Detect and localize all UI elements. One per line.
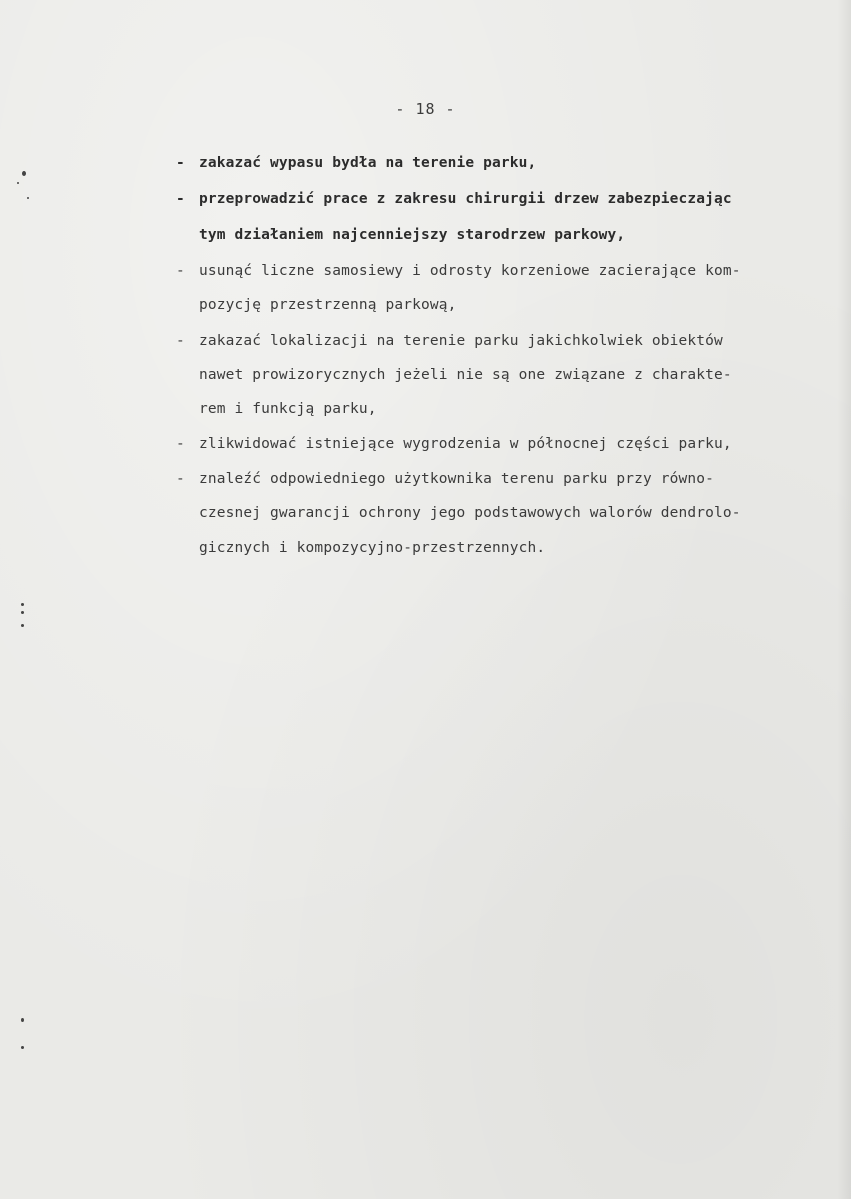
line-text: pozycję przestrzenną parkową, bbox=[199, 297, 457, 313]
margin-artifact bbox=[21, 603, 24, 606]
page-number: - 18 - bbox=[395, 100, 456, 118]
margin-artifact bbox=[17, 182, 19, 184]
line-text: czesnej gwarancji ochrony jego podstawowych walorów dendrolo- bbox=[199, 505, 741, 521]
margin-artifact bbox=[21, 624, 24, 627]
margin-artifact bbox=[21, 1046, 24, 1049]
line-text: przeprowadzić prace z zakresu chirurgii drzew zabezpieczając bbox=[199, 191, 732, 207]
paper-edge-shadow bbox=[837, 0, 851, 1199]
margin-artifact bbox=[27, 197, 29, 199]
list-dash: - bbox=[176, 155, 185, 171]
line-text: nawet prowizorycznych jeżeli nie są one związane z charakte- bbox=[199, 367, 732, 383]
list-dash: - bbox=[176, 436, 185, 452]
line-text: rem i funkcją parku, bbox=[199, 401, 377, 417]
line-text: gicznych i kompozycyjno-przestrzennych. bbox=[199, 540, 546, 556]
line-text: zakazać wypasu bydła na terenie parku, bbox=[199, 155, 537, 171]
line-text: zlikwidować istniejące wygrodzenia w północnej części parku, bbox=[199, 436, 732, 452]
margin-artifact bbox=[22, 171, 26, 176]
line-text: usunąć liczne samosiewy i odrosty korzeniowe zacierające kom- bbox=[199, 263, 741, 279]
list-dash: - bbox=[176, 263, 185, 279]
margin-artifact bbox=[21, 611, 24, 614]
list-dash: - bbox=[176, 191, 185, 207]
list-dash: - bbox=[176, 333, 185, 349]
line-text: tym działaniem najcenniejszy starodrzew parkowy, bbox=[199, 227, 626, 243]
margin-artifact bbox=[21, 1018, 24, 1022]
line-text: zakazać lokalizacji na terenie parku jakichkolwiek obiektów bbox=[199, 333, 723, 349]
list-dash: - bbox=[176, 471, 185, 487]
line-text: znaleźć odpowiedniego użytkownika terenu parku przy równo- bbox=[199, 471, 715, 487]
